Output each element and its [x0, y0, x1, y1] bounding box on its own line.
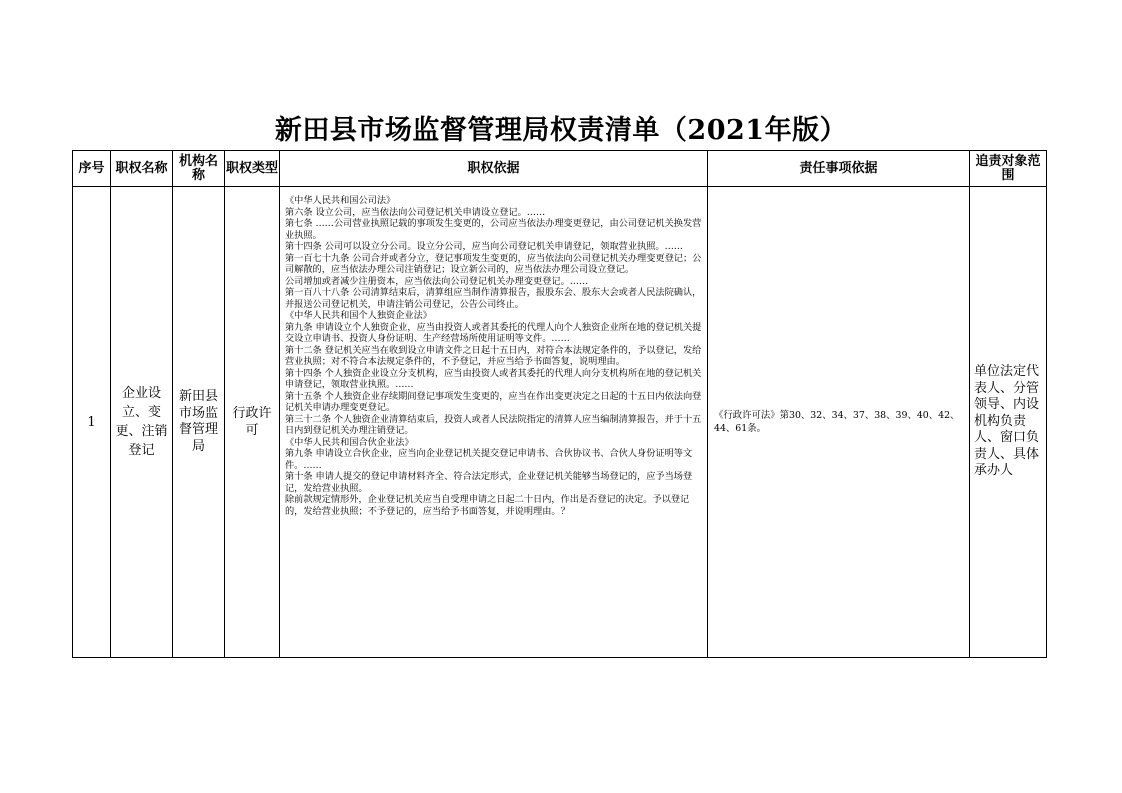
header-scope: 追责对象范围 — [970, 151, 1047, 187]
cell-name: 企业设立、变更、注销登记 — [111, 187, 173, 658]
header-type: 职权类型 — [225, 151, 280, 187]
cell-basis — [280, 187, 708, 658]
basis-line: 第六条 设立公司，应当依法向公司登记机关申请设立登记。…… — [285, 206, 546, 218]
header-basis: 职权依据 — [280, 151, 708, 187]
basis-line: 第一百七十九条 公司合并或者分立，登记事项发生变更的，应当依法向公司登记机关办理变更登记；公司解散的，应当依法办理公司注销登记；设立新公司的，应当依法办理公司设立登记。 — [285, 252, 702, 275]
basis-line: 第十条 申请人提交的登记申请材料齐全、符合法定形式，企业登记机关能够当场登记的，应予当场登记，发给营业执照。 — [285, 471, 693, 494]
basis-line: 《中华人民共和国个人独资企业法》 — [285, 310, 432, 321]
basis-line: 公司增加或者减少注册资本，应当依法向公司登记机关办理变更登记。…… — [285, 275, 589, 287]
document-title: 新田县市场监督管理局权责清单（2021年版） — [274, 115, 848, 146]
basis-line: 第十四条 个人独资企业设立分支机构，应当由投资人或者其委托的代理人向分支机构所在地的登记机关申请登记，领取营业执照。…… — [285, 367, 702, 390]
basis-line: 第十二条 登记机关应当在收到设立申请文件之日起十五日内，对符合本法规定条件的，予以登记，发给营业执照；对不符合本法规定条件的，不予登记，并应当给予书面答复，说明理由。 — [285, 344, 702, 367]
cell-type: 行政许可 — [225, 187, 280, 658]
basis-line: 《中华人民共和国合伙企业法》 — [285, 436, 414, 448]
cell-seq: 1 — [73, 187, 111, 658]
cell-org: 新田县市场监督管理局 — [173, 187, 225, 658]
header-name: 职权名称 — [111, 151, 173, 187]
table-row — [73, 187, 1047, 658]
basis-line: 第十四条 公司可以设立分公司。设立分公司，应当向公司登记机关申请登记，领取营业执照。…… — [285, 241, 683, 252]
basis-line: 第三十二条 个人独资企业清算结束后，投资人或者人民法院指定的清算人应当编制清算报告，并于十五日内到登记机关办理注销登记。 — [285, 413, 702, 436]
basis-line: 第十五条 个人独资企业存续期间登记事项发生变更的，应当在作出变更决定之日起的十五日内依法向登记机关申请办理变更登记。 — [285, 390, 702, 413]
header-org: 机构名称 — [173, 151, 225, 187]
header-resp: 责任事项依据 — [708, 151, 970, 187]
cell-scope: 单位法定代表人、分管领导、内设机构负责人、窗口负责人、具体承办人 — [970, 187, 1047, 658]
header-row — [73, 151, 1047, 187]
basis-line: 第九条 申请设立合伙企业，应当向企业登记机关提交登记申请书、合伙协议书、合伙人身份证明等文件。…… — [285, 448, 693, 471]
basis-line: 第七条 ……公司营业执照记载的事项发生变更的，公司应当依法办理变更登记，由公司登记机关换发营业执照。 — [285, 218, 702, 241]
basis-line: 《中华人民共和国公司法》 — [285, 195, 396, 206]
basis-line: 除前款规定情形外，企业登记机关应当自受理申请之日起二十日内，作出是否登记的决定。予以登记的，发给营业执照；不予登记的，应当给予书面答复，并说明理由。？ — [285, 494, 690, 517]
basis-line: 第九条 申请设立个人独资企业，应当由投资人或者其委托的代理人向个人独资企业所在地的登记机关提交设立申请书、投资人身份证明、生产经营场所使用证明等文件。…… — [285, 321, 702, 344]
cell-resp: 《行政许可法》第30、32、34、37、38、39、40、42、44、61条。 — [708, 187, 970, 658]
basis-line: 第一百八十八条 公司清算结束后，清算组应当制作清算报告，报股东会、股东大会或者人民法院确认，并报送公司登记机关，申请注销公司登记，公告公司终止。 — [285, 287, 702, 310]
header-seq: 序号 — [73, 151, 111, 187]
responsibility-table — [72, 150, 1047, 658]
